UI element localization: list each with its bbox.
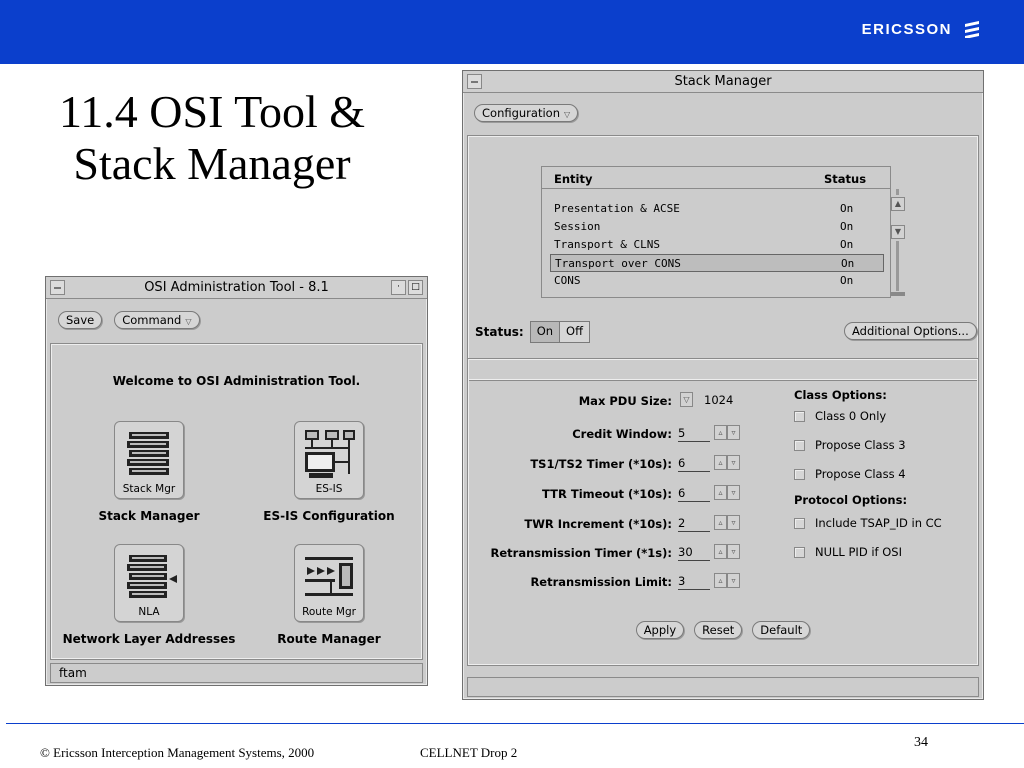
field-max-pdu-size <box>468 392 768 410</box>
ttr-timeout-stepper <box>714 485 740 500</box>
twr-increment-input[interactable]: 2 <box>678 516 710 532</box>
checkbox-propose-class-4[interactable] <box>794 467 906 481</box>
osi-admin-titlebar[interactable] <box>46 277 427 299</box>
command-menu-button[interactable] <box>114 311 199 329</box>
row-status: On <box>840 220 854 233</box>
page-number: 34 <box>914 735 928 750</box>
command-menu-label: Command <box>122 313 182 327</box>
field-label: Retransmission Limit: <box>530 575 672 589</box>
welcome-text: Welcome to OSI Administration Tool. <box>112 374 361 388</box>
increment-button[interactable]: ▵ <box>714 515 727 530</box>
tool-route-manager[interactable] <box>239 544 419 646</box>
stack-manager-tool-label: Stack Manager <box>98 509 200 523</box>
es-is-tool-button[interactable] <box>294 421 364 499</box>
checkbox-box[interactable] <box>794 518 805 529</box>
row-status: On <box>840 238 854 251</box>
nla-tool-button[interactable] <box>114 544 184 622</box>
default-button-label: Default <box>760 623 803 637</box>
stack-manager-tool-button[interactable] <box>114 421 184 499</box>
field-retransmission-limit <box>468 573 768 591</box>
status-text: ftam <box>59 666 87 680</box>
osi-admin-statusbar <box>50 663 423 683</box>
route-manager-icon-caption: Route Mgr <box>302 606 356 618</box>
stack-manager-footer <box>467 677 979 697</box>
footer-document: CELLNET Drop 2 <box>420 745 518 760</box>
nla-icon-caption: NLA <box>138 606 160 618</box>
route-icon <box>301 549 359 607</box>
checkbox-label: NULL PID if OSI <box>815 545 902 559</box>
reset-button[interactable] <box>694 621 742 639</box>
row-status: On <box>841 257 855 270</box>
stack-manager-window <box>462 70 984 700</box>
field-retransmission-timer <box>468 544 768 562</box>
reset-button-label: Reset <box>702 623 735 637</box>
stack-icon <box>121 426 179 484</box>
max-pdu-size-dropdown[interactable]: ▽ <box>680 392 693 407</box>
network-icon <box>301 426 359 484</box>
field-label: Retransmission Timer (*1s): <box>490 546 672 560</box>
credit-window-input[interactable]: 5 <box>678 426 710 442</box>
increment-button[interactable]: ▵ <box>714 573 727 588</box>
table-row-selected[interactable] <box>550 254 884 272</box>
checkbox-label: Propose Class 4 <box>815 467 906 481</box>
decrement-button[interactable]: ▿ <box>727 573 740 588</box>
apply-button-label: Apply <box>643 623 677 637</box>
decrement-button[interactable]: ▿ <box>727 425 740 440</box>
default-button[interactable] <box>752 621 810 639</box>
checkbox-box[interactable] <box>794 411 805 422</box>
osi-admin-title: OSI Administration Tool - 8.1 <box>144 280 329 295</box>
parameters-panel <box>467 358 979 666</box>
slide-title-line-2: Stack Manager <box>73 138 351 189</box>
field-credit-window <box>468 425 768 443</box>
column-header-status: Status <box>824 172 867 186</box>
table-row[interactable] <box>550 218 884 236</box>
tool-network-layer-addresses[interactable] <box>59 544 239 646</box>
row-entity: Transport & CLNS <box>554 238 660 251</box>
row-entity: CONS <box>554 274 581 287</box>
route-manager-tool-button[interactable] <box>294 544 364 622</box>
decrement-button[interactable]: ▿ <box>727 515 740 530</box>
retransmission-timer-stepper <box>714 544 740 559</box>
field-ttr-timeout <box>468 485 768 503</box>
apply-button[interactable] <box>636 621 684 639</box>
checkbox-box[interactable] <box>794 440 805 451</box>
osi-admin-window <box>45 276 428 686</box>
ttr-timeout-input[interactable]: 6 <box>678 486 710 502</box>
field-label: TTR Timeout (*10s): <box>542 487 672 501</box>
scroll-up-button[interactable]: ▲ <box>891 197 905 211</box>
checkbox-null-pid[interactable] <box>794 545 902 559</box>
configuration-menu-label: Configuration <box>482 106 560 120</box>
scrollbar-end <box>891 292 905 296</box>
action-buttons <box>468 621 978 639</box>
nla-tool-label: Network Layer Addresses <box>62 632 236 646</box>
table-row[interactable] <box>550 236 884 254</box>
scroll-down-button[interactable]: ▼ <box>891 225 905 239</box>
increment-button[interactable]: ▵ <box>714 485 727 500</box>
retransmission-limit-stepper <box>714 573 740 588</box>
credit-window-stepper <box>714 425 740 440</box>
chevron-down-icon: ▽ <box>564 110 571 119</box>
footer-rule <box>6 723 1024 724</box>
decrement-button[interactable]: ▿ <box>727 455 740 470</box>
field-ts1-ts2-timer <box>468 455 768 473</box>
additional-options-button[interactable] <box>844 322 977 340</box>
status-toggle <box>530 321 590 343</box>
row-entity: Transport over CONS <box>555 257 681 270</box>
twr-increment-stepper <box>714 515 740 530</box>
protocol-options-heading: Protocol Options: <box>794 493 908 507</box>
route-manager-tool-label: Route Manager <box>277 632 381 646</box>
field-twr-increment <box>468 515 768 533</box>
status-label: Status: <box>475 325 524 339</box>
scrollbar-track-top <box>896 189 899 195</box>
ts1-ts2-timer-stepper <box>714 455 740 470</box>
field-label: TWR Increment (*10s): <box>524 517 672 531</box>
status-on-button[interactable]: On <box>531 322 560 342</box>
maximize-button[interactable]: □ <box>408 280 423 295</box>
row-entity: Session <box>554 220 601 233</box>
increment-button[interactable]: ▵ <box>714 455 727 470</box>
checkbox-class-0-only[interactable] <box>794 409 886 423</box>
address-stack-icon <box>121 549 179 607</box>
checkbox-label: Class 0 Only <box>815 409 887 423</box>
configuration-menu-button[interactable] <box>474 104 578 122</box>
row-status: On <box>840 202 854 215</box>
checkbox-label: Propose Class 3 <box>815 438 906 452</box>
max-pdu-size-value: 1024 <box>704 393 734 407</box>
additional-options-label: Additional Options... <box>852 324 969 338</box>
chevron-down-icon: ▽ <box>185 317 192 326</box>
footer-copyright: © Ericsson Interception Management Systems, 2000 <box>40 745 315 760</box>
osi-admin-toolbar <box>58 311 200 329</box>
increment-button[interactable]: ▵ <box>714 425 727 440</box>
checkbox-label: Include TSAP_ID in CC <box>815 516 942 530</box>
stack-manager-icon-caption: Stack Mgr <box>122 483 176 495</box>
tool-stack-manager[interactable] <box>59 421 239 523</box>
save-button-label: Save <box>66 313 95 327</box>
status-toggle-row <box>475 321 590 343</box>
table-row[interactable] <box>550 272 884 290</box>
slide-title <box>22 86 402 190</box>
entity-table <box>541 166 891 298</box>
row-status: On <box>840 274 854 287</box>
osi-admin-content <box>50 343 423 660</box>
es-is-icon-caption: ES-IS <box>315 483 343 495</box>
entity-table-scrollbar[interactable] <box>891 189 905 299</box>
tool-es-is[interactable] <box>239 421 419 523</box>
field-label: TS1/TS2 Timer (*10s): <box>530 457 672 471</box>
decrement-button[interactable]: ▿ <box>727 485 740 500</box>
status-off-button[interactable]: Off <box>560 322 589 342</box>
header-band <box>0 0 1024 64</box>
slide-title-line-1: 11.4 OSI Tool & <box>58 86 366 137</box>
es-is-tool-label: ES-IS Configuration <box>263 509 395 523</box>
scrollbar-track[interactable] <box>896 241 899 291</box>
row-entity: Presentation & ACSE <box>554 202 680 215</box>
retransmission-limit-input[interactable]: 3 <box>678 574 710 590</box>
stack-manager-title: Stack Manager <box>674 74 772 89</box>
field-label: Max PDU Size: <box>578 394 672 408</box>
stack-manager-titlebar[interactable] <box>463 71 983 93</box>
retransmission-timer-input[interactable]: 30 <box>678 545 710 561</box>
decrement-button[interactable]: ▿ <box>727 544 740 559</box>
checkbox-box[interactable] <box>794 469 805 480</box>
save-button[interactable] <box>58 311 102 329</box>
class-options-heading: Class Options: <box>794 388 887 402</box>
table-row[interactable] <box>550 200 884 218</box>
checkbox-box[interactable] <box>794 547 805 558</box>
minimize-button[interactable]: · <box>391 280 406 295</box>
ts1-ts2-timer-input[interactable]: 6 <box>678 456 710 472</box>
ericsson-logo-icon <box>962 20 982 38</box>
brand-logo <box>862 20 982 38</box>
field-label: Credit Window: <box>572 427 672 441</box>
entity-table-header <box>542 167 890 189</box>
checkbox-propose-class-3[interactable] <box>794 438 906 452</box>
brand-name: ERICSSON <box>861 20 952 38</box>
checkbox-include-tsap-id[interactable] <box>794 516 942 530</box>
increment-button[interactable]: ▵ <box>714 544 727 559</box>
column-header-entity: Entity <box>554 172 593 186</box>
